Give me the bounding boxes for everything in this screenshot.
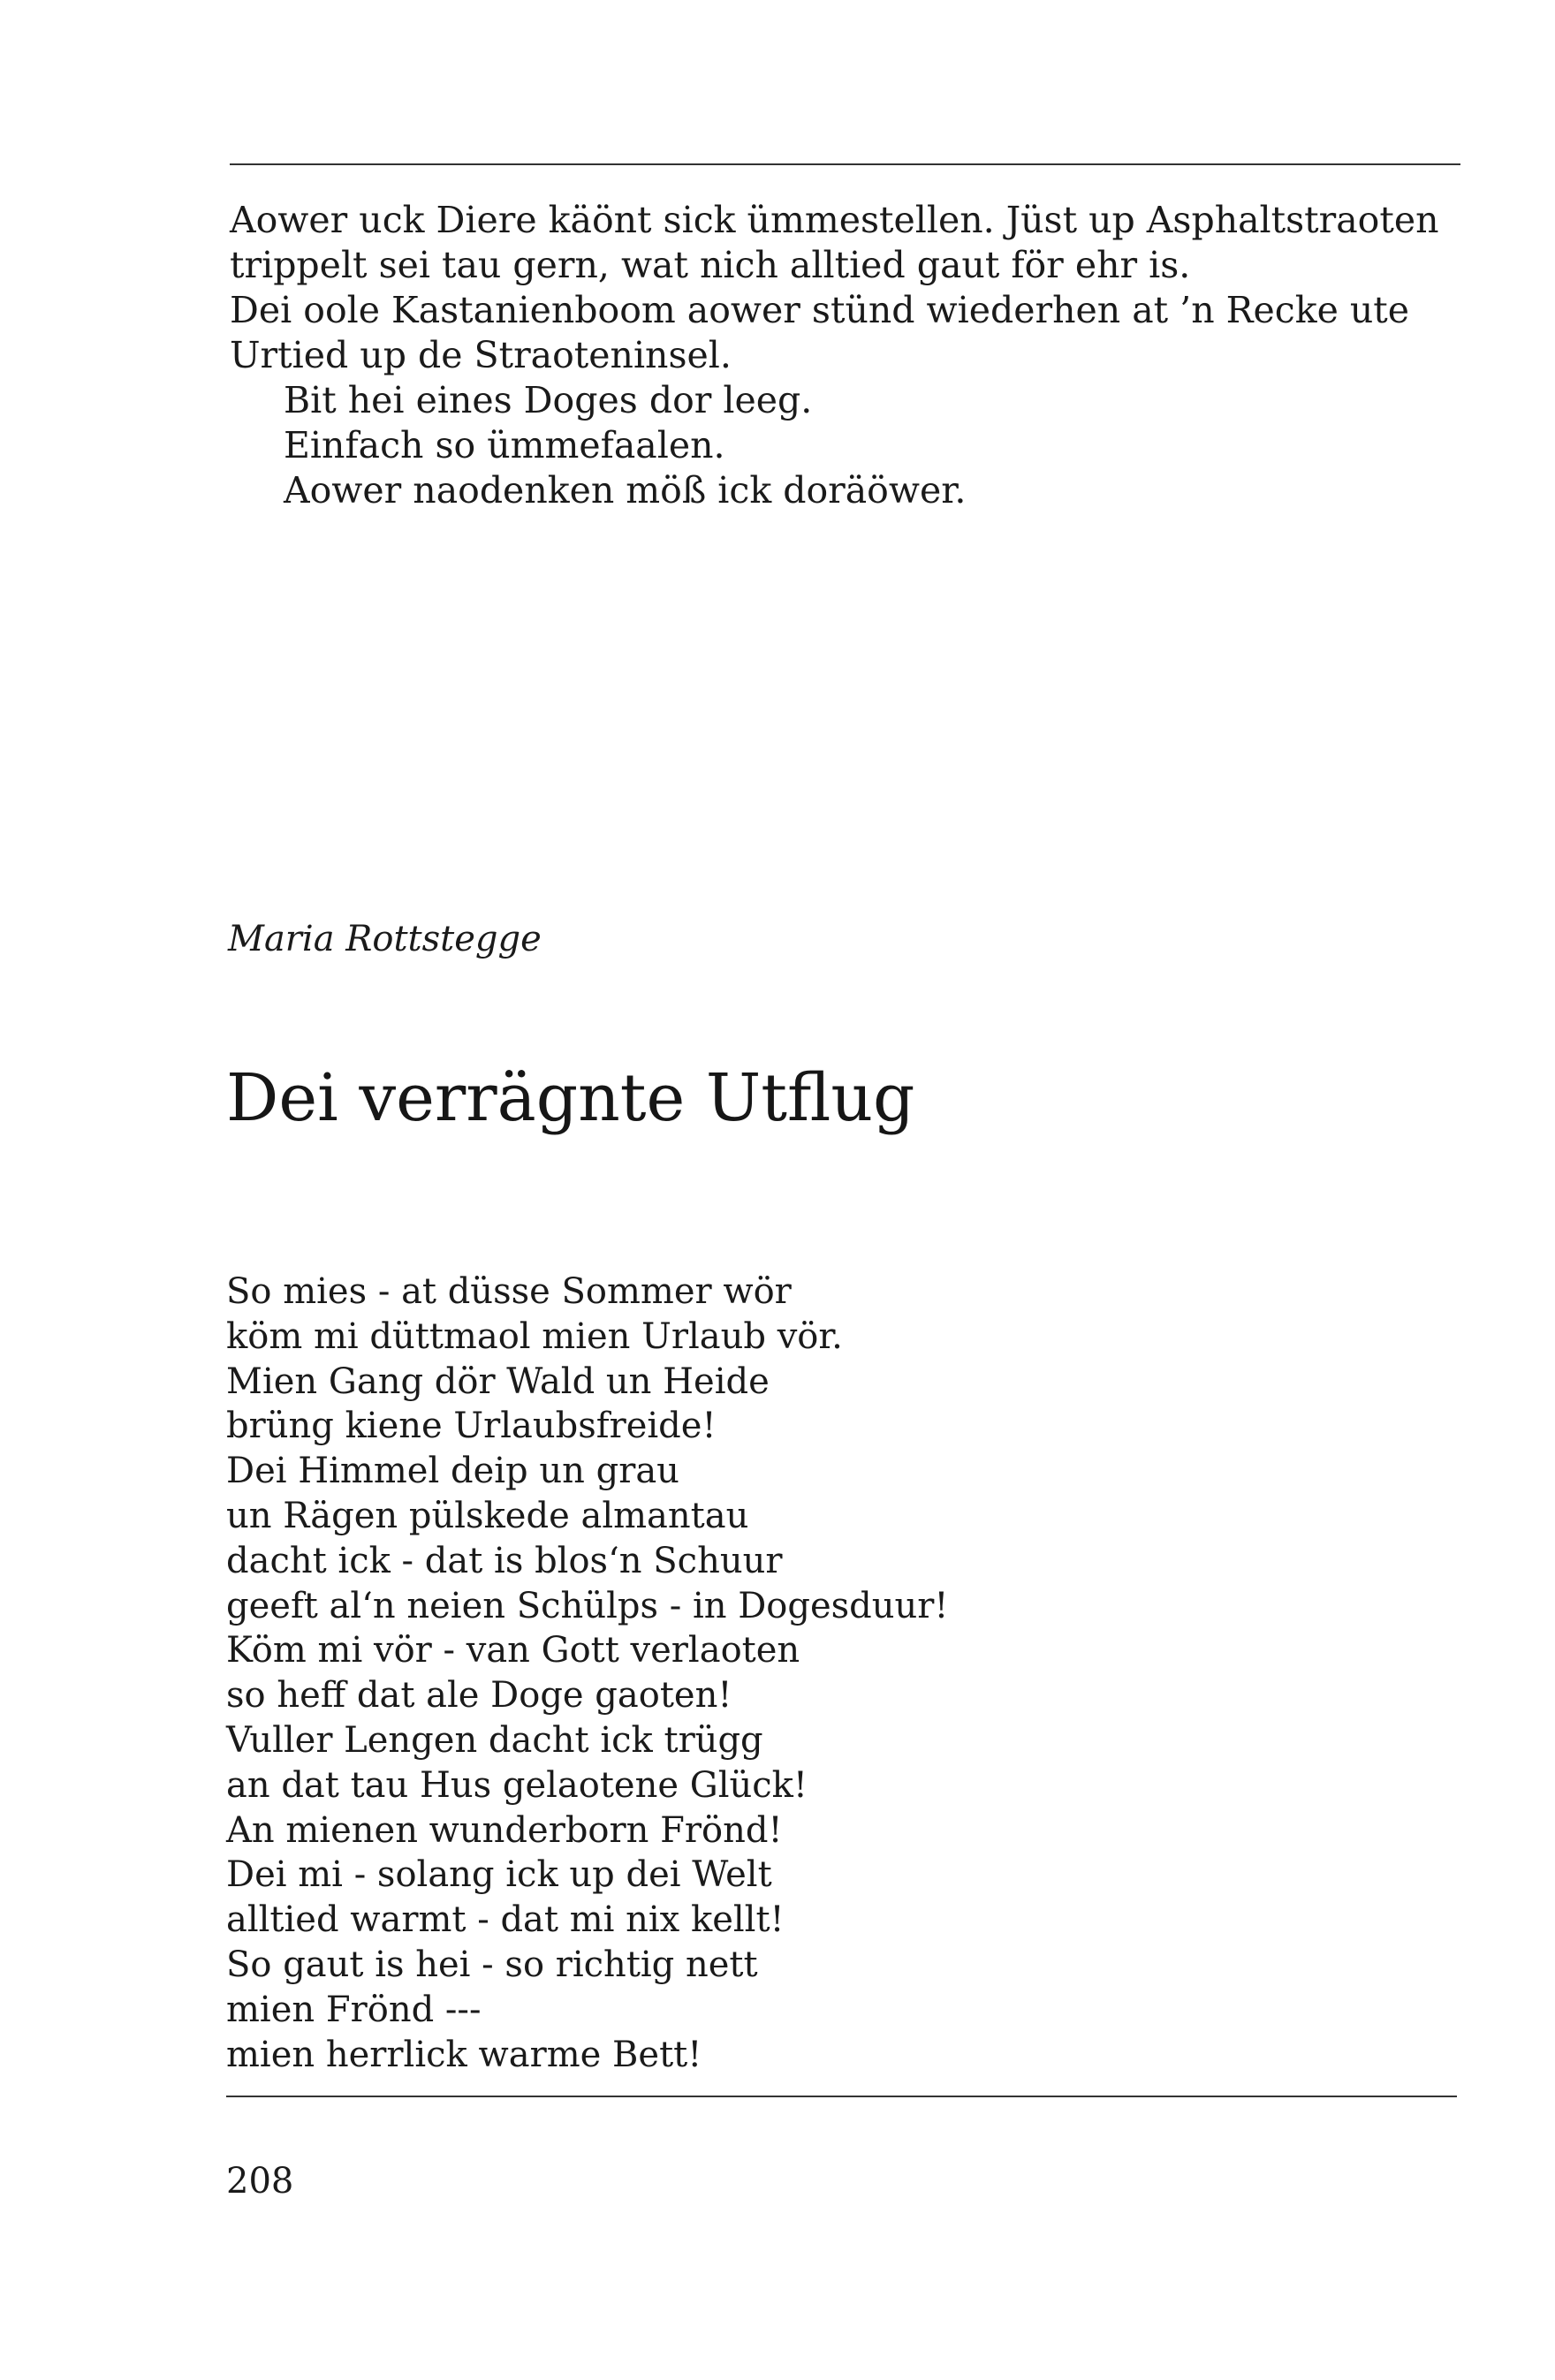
poem-line: So gaut is hei - so richtig nett — [226, 1944, 758, 1985]
poem-line: mien herrlick warme Bett! — [226, 2034, 702, 2075]
poem-line: dacht ick - dat is blos‘n Schuur — [226, 1540, 783, 1581]
poem-line: An mienen wunderborn Frönd! — [226, 1809, 783, 1851]
poem-line: alltied warmt - dat mi nix kellt! — [226, 1899, 785, 1941]
prose-line: Bit hei eines Doges dor leeg. — [284, 379, 813, 421]
poem-line: Dei mi - solang ick up dei Welt — [226, 1854, 772, 1896]
prose-passage — [230, 198, 1467, 513]
poem-line: so heff dat ale Doge gaoten! — [226, 1675, 732, 1717]
poem-line: an dat tau Hus gelaotene Glück! — [226, 1764, 808, 1806]
author-name: Maria Rottstegge — [228, 919, 542, 959]
poem-line: geeft al‘n neien Schülps - in Dogesduur! — [226, 1585, 949, 1626]
bottom-rule — [226, 2096, 1457, 2097]
poem-line: So mies - at düsse Sommer wör — [226, 1271, 792, 1312]
poem-line: Dei Himmel deip un grau — [226, 1451, 679, 1492]
prose-line: trippelt sei tau gern, wat nich alltied gaut för ehr is. — [230, 244, 1191, 286]
poem-line: köm mi düttmaol mien Urlaub vör. — [226, 1315, 843, 1357]
poem-line: Köm mi vör - van Gott verlaoten — [226, 1630, 800, 1671]
prose-line: Dei oole Kastanienboom aower stünd wiederhen at ’n Recke ute — [230, 289, 1410, 331]
prose-line: Aower uck Diere käönt sick ümmestellen. Jüst up Asphaltstraoten — [230, 199, 1439, 241]
prose-line: Urtied up de Straoteninsel. — [230, 334, 732, 376]
poem-line: un Rägen pülskede almantau — [226, 1495, 749, 1536]
poem-body — [226, 1270, 949, 2077]
poem-line: Vuller Lengen dacht ick trügg — [226, 1719, 763, 1761]
top-rule — [230, 163, 1460, 165]
poem-title: Dei verrägnte Utflug — [226, 1060, 915, 1136]
poem-line: brüng kiene Urlaubsfreide! — [226, 1406, 717, 1447]
prose-line: Einfach so ümmefaalen. — [284, 424, 725, 466]
prose-line: Aower naodenken möß ick doräöwer. — [284, 469, 967, 512]
page-number: 208 — [226, 2161, 294, 2202]
poem-line: Mien Gang dör Wald un Heide — [226, 1361, 770, 1402]
poem-line: mien Frönd --- — [226, 1989, 482, 2030]
